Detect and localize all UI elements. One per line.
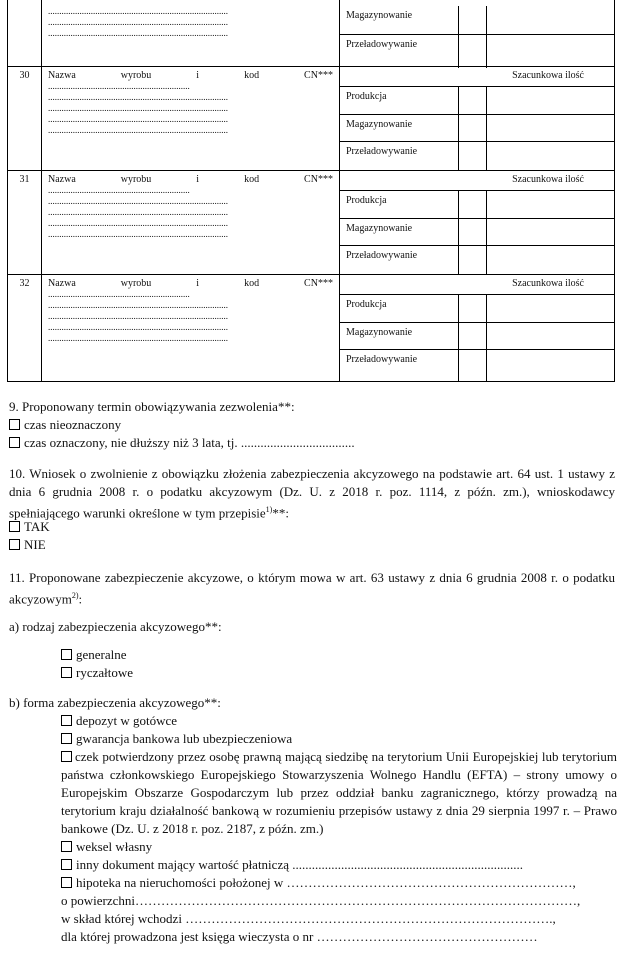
header-word: i [196, 278, 200, 289]
subrow-label: Produkcja [346, 299, 387, 310]
subrow-production [340, 191, 614, 218]
input-cell[interactable] [458, 323, 487, 350]
subrow-label: Magazynowanie [346, 327, 413, 338]
section-9-title: 9. Proponowany termin obowiązywania zezwolenia**: [9, 399, 295, 414]
input-cell[interactable] [458, 115, 487, 142]
option-label: inny dokument mający wartość płatniczą ....................................................................... [76, 857, 523, 872]
table-row-fragment [7, 0, 615, 67]
option-lump-sum[interactable] [61, 664, 617, 682]
option-mortgage[interactable] [61, 874, 617, 892]
estimated-quantity-label: Szacunkowa ilość [340, 67, 614, 87]
subrow-label: Magazynowanie [346, 10, 413, 21]
table-row [7, 171, 615, 275]
header-word: Nazwa [48, 174, 76, 185]
header-word: CN*** [304, 278, 333, 289]
land-register-line: dla której prowadzona jest księga wieczysta o nr …………………………………………… [61, 929, 538, 944]
option-promissory-note[interactable] [61, 838, 617, 856]
table-row [7, 275, 615, 382]
product-name-header [48, 174, 333, 185]
product-name-cell [42, 275, 340, 381]
header-word: CN*** [304, 70, 333, 81]
quantity-cell [340, 0, 614, 66]
checkbox[interactable] [61, 841, 72, 852]
input-cell[interactable] [458, 6, 487, 34]
input-cell[interactable] [458, 219, 487, 246]
option-definite[interactable] [9, 434, 615, 452]
subrow-label: Przeładowywanie [346, 39, 418, 50]
products-table [7, 0, 615, 382]
option-label: czas nieoznaczony [24, 417, 122, 432]
option-label: generalne [76, 647, 127, 662]
option-label: hipoteka na nieruchomości położonej w …………………………………………………………, [76, 875, 576, 890]
subrow-transshipment [340, 34, 614, 68]
dotted-line: ................................................................................ [48, 6, 228, 16]
subrow-transshipment [340, 245, 614, 274]
option-label: gwarancja bankowa lub ubezpieczeniowa [76, 731, 293, 746]
header-word: kod [244, 174, 260, 185]
dotted-line: ................................................................................ [48, 92, 228, 102]
header-word: kod [244, 70, 260, 81]
option-general[interactable] [61, 646, 617, 664]
dotted-line: ................................................................................ [48, 311, 228, 321]
quantity-cell [340, 67, 614, 170]
subrow-label: Magazynowanie [346, 119, 413, 130]
subrow-label: Produkcja [346, 91, 387, 102]
product-name-header [48, 278, 333, 289]
quantity-cell [340, 275, 614, 381]
mortgage-composition-line: w skład której wchodzi …………………………………………………………………………., [61, 911, 556, 926]
checkbox[interactable] [61, 667, 72, 678]
option-label: czas oznaczony, nie dłuższy niż 3 lata, tj. ................................... [24, 435, 355, 450]
dotted-line: ................................................................................ [48, 196, 228, 206]
checkbox[interactable] [61, 859, 72, 870]
section-11a-title: a) rodzaj zabezpieczenia akcyzowego**: [9, 619, 222, 634]
option-no[interactable] [9, 536, 615, 554]
section-11b-title: b) forma zabezpieczenia akcyzowego**: [9, 695, 221, 710]
input-cell[interactable] [458, 142, 487, 170]
dotted-line: ............................................................... [48, 185, 190, 195]
subrow-transshipment [340, 349, 614, 381]
subrow-storage [340, 322, 614, 350]
checkbox[interactable] [61, 877, 72, 888]
option-label: ryczałtowe [76, 665, 134, 680]
section-11-text: 11. Proponowane zabezpieczenie akcyzowe, o którym mowa w art. 63 ustawy z dnia 6 grudnia 2008 r. o podatku akcyzowym$^{2)}$: [9, 570, 615, 607]
option-cash-deposit[interactable] [61, 712, 617, 730]
checkbox[interactable] [61, 733, 72, 744]
product-name-cell [42, 171, 340, 274]
header-word: i [196, 70, 200, 81]
header-word: kod [244, 278, 260, 289]
row-number: 32 [8, 275, 42, 381]
header-word: wyrobu [120, 174, 152, 185]
subrow-label: Przeładowywanie [346, 250, 418, 261]
dotted-line: ................................................................................ [48, 114, 228, 124]
dotted-line: ................................................................................ [48, 125, 228, 135]
row-number-cell [8, 0, 42, 66]
input-cell[interactable] [458, 87, 487, 114]
input-cell[interactable] [458, 246, 487, 274]
subrow-transshipment [340, 141, 614, 170]
dotted-line: ............................................................... [48, 81, 190, 91]
header-word: wyrobu [120, 278, 152, 289]
checkbox[interactable] [9, 539, 20, 550]
footnote-ref: 2) [71, 591, 79, 600]
option-label: depozyt w gotówce [76, 713, 178, 728]
quantity-cell [340, 171, 614, 274]
subrow-production [340, 87, 614, 114]
dotted-line: ............................................................... [48, 289, 190, 299]
subrow-label: Magazynowanie [346, 223, 413, 234]
dotted-line: ................................................................................ [48, 207, 228, 217]
certified-cheque-text: czek potwierdzony przez osobę prawną mającą siedzibę na terytorium Unii Europejskiej lub terytorium państwa członkowskiego Europejskiego Stowarzyszenia Wolnego Handlu (EFTA) – strony umowy o Europejskim Obszarze Gospodarczym lub przez oddział banku zagranicznego, którzy prowadzą na terytorium kraju działalność bankową w rozumieniu przepisów ustawy z dnia 29 sierpnia 1997 r. – Prawo bankowe (Dz. U. z 2018 r. poz. 2187, z późn. zm.) [61, 749, 617, 836]
option-yes[interactable] [9, 518, 615, 536]
row-number: 30 [8, 67, 42, 170]
option-label: NIE [24, 537, 46, 552]
subrow-storage [340, 114, 614, 142]
dotted-line: ................................................................................ [48, 218, 228, 228]
section-10-text: 10. Wniosek o zwolnienie z obowiązku złożenia zabezpieczenia akcyzowego na podstawie art. 64 ust. 1 ustawy z dnia 6 grudnia 2008 r. o podatku akcyzowym (Dz. U. z 2018 r. poz. 1114, z późn. zm.), wnioskodawcy spełniającego warunki określone w tym przepisie$^{1)}$**: [9, 466, 615, 521]
checkbox[interactable] [61, 649, 72, 660]
subrow-label: Produkcja [346, 195, 387, 206]
header-word: i [196, 174, 200, 185]
table-row [7, 67, 615, 171]
subrow-label: Przeładowywanie [346, 146, 418, 157]
checkbox[interactable] [9, 419, 20, 430]
dotted-line: ................................................................................ [48, 333, 228, 343]
dotted-line: ................................................................................ [48, 229, 228, 239]
header-word: CN*** [304, 174, 333, 185]
header-word: wyrobu [120, 70, 152, 81]
header-word: Nazwa [48, 278, 76, 289]
checkbox[interactable] [9, 437, 20, 448]
input-cell[interactable] [458, 35, 487, 68]
option-label: TAK [24, 519, 50, 534]
subrow-storage [340, 6, 614, 34]
input-cell[interactable] [458, 191, 487, 218]
option-indefinite[interactable] [9, 416, 615, 434]
dotted-line: ................................................................................ [48, 28, 228, 38]
dotted-line: ................................................................................ [48, 103, 228, 113]
option-guarantee[interactable] [61, 730, 617, 748]
option-label: weksel własny [76, 839, 153, 854]
product-name-header [48, 70, 333, 81]
input-cell[interactable] [458, 350, 487, 381]
row-number: 31 [8, 171, 42, 274]
input-cell[interactable] [458, 295, 487, 322]
subrow-production [340, 295, 614, 322]
checkbox[interactable] [9, 521, 20, 532]
header-word: Nazwa [48, 70, 76, 81]
product-name-cell [42, 67, 340, 170]
estimated-quantity-label: Szacunkowa ilość [340, 275, 614, 295]
mortgage-area-line: o powierzchni…………………………………………………………………………………………, [61, 893, 581, 908]
checkbox[interactable] [61, 715, 72, 726]
subrow-label: Przeładowywanie [346, 354, 418, 365]
option-other-document[interactable] [61, 856, 617, 874]
dotted-line: ................................................................................ [48, 322, 228, 332]
dotted-line: ................................................................................ [48, 300, 228, 310]
product-name-cell [42, 0, 340, 66]
footnote-ref: 1) [265, 505, 273, 514]
estimated-quantity-label: Szacunkowa ilość [340, 171, 614, 191]
subrow-storage [340, 218, 614, 246]
dotted-line: ................................................................................ [48, 17, 228, 27]
